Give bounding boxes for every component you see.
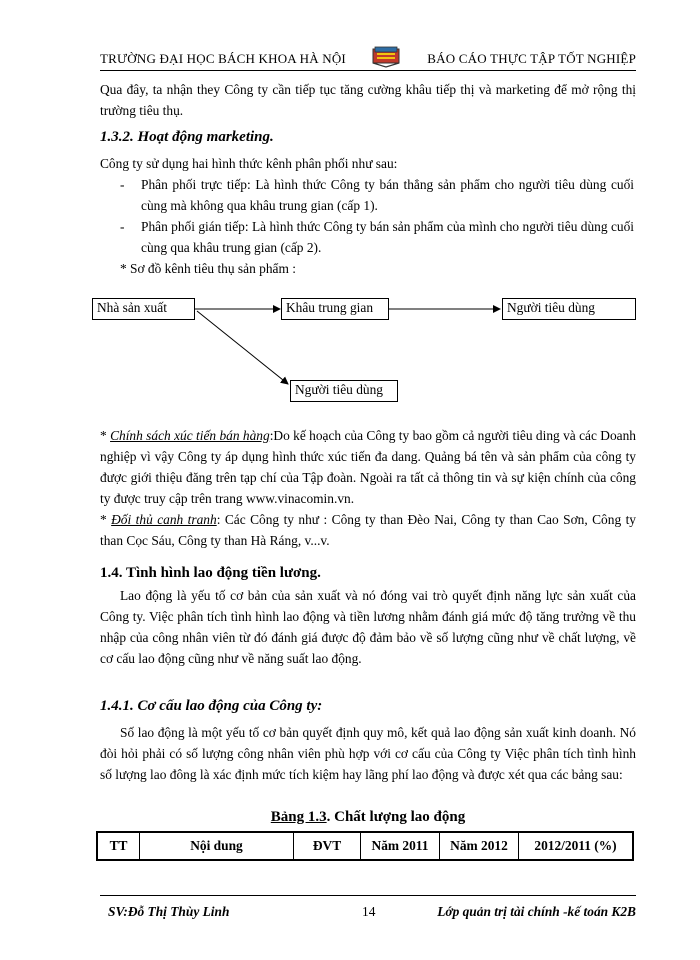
heading-1-4: 1.4. Tình hình lao động tiền lương. [100, 565, 321, 581]
table-title [100, 809, 636, 826]
competitors-text: : Các Công ty như : Công ty than Đèo Nai, Công ty than Cao Sơn, Công ty than Cọc Sáu, Công ty than Hà Ráng, v...v. [100, 512, 636, 548]
list-item-text: Phân phối trực tiếp: Là hình thức Công ty bán thẳng sản phẩm cho người tiêu dùng cuối cùng mà không qua khâu trung gian (cấp 1). [141, 177, 634, 213]
competitors-label: Đối thủ canh tranh [111, 512, 217, 527]
table-caption: . Chất lượng lao động [326, 809, 466, 825]
promotion-text: :Do kế hoạch của Công ty bao gồm cả người tiêu ding và các Doanh nghiệp vì vậy Công ty áp dụng hình thức xúc tiến đa dang. Quảng bá tên và sản phẩm của công ty được giới thiệu đăng trên tạp chí của Tập đoàn. Ngoài ra tất cả thông tin và sự kiện chính của công ty được truy cập trên trang www.vinacomin.vn. [100, 428, 636, 506]
page-footer [100, 895, 636, 920]
promotion-label: Chính sách xúc tiến bán hàng [110, 428, 270, 443]
heading-1-4-1: 1.4.1. Cơ cấu lao động của Công ty: [100, 698, 323, 714]
header-university: TRƯỜNG ĐẠI HỌC BÁCH KHOA HÀ NỘI [100, 51, 346, 66]
footer-student: SV:Đỗ Thị Thùy Linh [108, 904, 230, 919]
list-dash: - [120, 177, 125, 192]
footer-class: Lớp quản trị tài chính -kế toán K2B [437, 904, 636, 919]
bullet-star: * [100, 428, 111, 443]
intro-paragraph: Qua đây, ta nhận they Công ty cần tiếp tục tăng cường khâu tiếp thị và marketing để mở rộng thị trường tiêu thụ. [100, 82, 636, 118]
labor-structure-paragraph: Số lao động là một yếu tố cơ bản quyết định quy mô, kết quả lao động sản xuất kinh doanh. Nó đòi hỏi phải có số lượng công nhân viên phù hợp với cơ cấu của Công ty Việc phân tích tình hình số lượng lao đông là xác định mức tích kiệm hay lãng phí lao động và được xét qua các bảng sau: [100, 725, 636, 782]
header-report-title: BÁO CÁO THỰC TẬP TỐT NGHIỆP [427, 51, 636, 66]
node-producer: Nhà sản xuất [92, 298, 195, 320]
channels-lead: Công ty sử dụng hai hình thức kênh phân phối như sau: [100, 156, 398, 171]
footer-page-number: 14 [362, 904, 376, 919]
table-header-row [97, 832, 633, 860]
col-tt: TT [97, 832, 140, 860]
diagram-caption: * Sơ đồ kênh tiêu thụ sản phẩm : [120, 261, 296, 276]
list-dash: - [120, 219, 125, 234]
node-consumer-bottom: Người tiêu dùng [290, 380, 398, 402]
col-2012: Năm 2012 [440, 832, 519, 860]
col-ratio: 2012/2011 (%) [519, 832, 634, 860]
col-unit: ĐVT [294, 832, 361, 860]
competitors-paragraph [100, 509, 636, 551]
bullet-star: * [100, 512, 112, 527]
node-intermediary: Khâu trung gian [281, 298, 389, 320]
arrow-producer-to-consumer [197, 311, 288, 384]
col-content: Nội dung [140, 832, 294, 860]
labor-paragraph: Lao động là yếu tố cơ bản của sản xuất và nó đóng vai trò quyết định năng lực sản xuất của Công ty. Việc phân tích tình hình lao động và tiền lương nhằm đánh giá mức độ tăng trưởng về thu nhập của công nhân viên từ đó đánh giá được độ đảm bảo về số lượng cũng như về chất lượng, về cơ cấu lao động cũng như về năng suất lao động. [100, 588, 636, 666]
col-2011: Năm 2011 [361, 832, 440, 860]
promotion-paragraph [100, 425, 636, 509]
heading-1-3-2: 1.3.2. Hoạt động marketing. [100, 129, 274, 145]
labor-quality-table [96, 831, 634, 861]
node-consumer-right: Người tiêu dùng [502, 298, 636, 320]
table-number: Bảng 1.3 [270, 809, 327, 825]
list-item-text: Phân phối gián tiếp: Là hình thức Công ty bán sản phẩm của mình cho người tiêu dùng cuối cùng qua khâu trung gian (cấp 2). [141, 219, 634, 255]
